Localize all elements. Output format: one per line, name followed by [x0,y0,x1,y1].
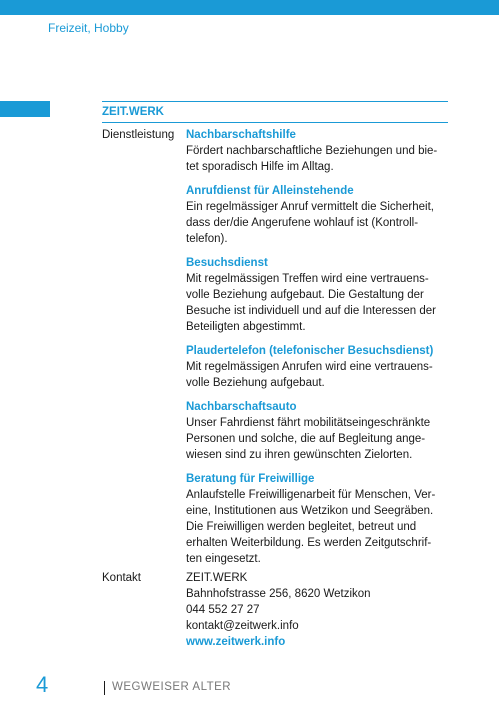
service-title: Besuchsdienst [186,257,268,269]
text-line: Die Freiwilligen werden begleitet, betreut und [186,521,417,533]
text-line: Mit regelmässigen Treffen wird eine vertrauens- [186,273,429,285]
service-description [186,271,448,335]
text-line: dass der/die Angerufene wohlauf ist (Kontroll- [186,217,419,229]
services-list [186,127,448,575]
text-line: Ein regelmässiger Anruf vermittelt die Sicherheit, [186,201,434,213]
text-line: Unser Fahrdienst fährt mobilitätseingeschränkte [186,417,431,429]
text-line: Mit regelmässigen Anrufen wird eine vertrauens- [186,361,433,373]
contact-website-link[interactable]: www.zeitwerk.info [186,636,286,648]
header-rule [0,14,499,15]
page-number: 4 [36,672,49,697]
service-description [186,359,448,391]
section-top-rule [102,101,448,102]
text-line: Beteiligten abgestimmt. [186,321,306,333]
service-description [186,415,448,463]
text-line: volle Beziehung aufgebaut. Die Gestaltung der [186,289,424,301]
service-title: Nachbarschaftsauto [186,401,297,413]
contact-address: Bahnhofstrasse 256, 8620 Wetzikon [186,588,371,600]
contact-label: Kontakt [102,572,141,584]
side-tab-marker [0,101,50,117]
section-title: ZEIT.WERK [102,106,164,118]
service-title: Beratung für Freiwillige [186,473,315,485]
text-line: volle Beziehung aufgebaut. [186,377,325,389]
service-title: Nachbarschaftshilfe [186,129,296,141]
text-line: telefon). [186,233,228,245]
section-bottom-rule [102,122,448,123]
service-item [186,399,448,463]
service-description [186,487,448,567]
service-description [186,199,448,247]
header-bar [0,0,499,14]
service-description [186,143,448,175]
publication-title: WEGWEISER ALTER [112,681,232,693]
contact-email[interactable]: kontakt@zeitwerk.info [186,620,299,632]
text-line: Fördert nachbarschaftliche Beziehungen und bie- [186,145,438,157]
service-item [186,343,448,391]
service-title: Plaudertelefon (telefonischer Besuchsdienst) [186,345,434,357]
text-line: Besuche ist individuell und auf die Interessen der [186,305,436,317]
footer-separator [104,681,105,695]
text-line: ten eingesetzt. [186,553,261,565]
service-item [186,471,448,567]
contact-phone: 044 552 27 27 [186,604,260,616]
text-line: wiesen sind zu ihren gewünschten Zielorten. [186,449,413,461]
text-line: Anlaufstelle Freiwilligenarbeit für Menschen, Ver- [186,489,436,501]
service-item [186,183,448,247]
contact-block [186,570,371,650]
text-line: tet sporadisch Hilfe im Alltag. [186,161,334,173]
service-item [186,127,448,175]
text-line: Personen und solche, die auf Begleitung ange- [186,433,426,445]
service-title: Anrufdienst für Alleinstehende [186,185,354,197]
text-line: erhalten Weiterbildung. Es werden Zeitgutschrif- [186,537,432,549]
service-label: Dienstleistung [102,129,175,141]
text-line: eine, Institutionen aus Wetzikon und Seegräben. [186,505,434,517]
category-label: Freizeit, Hobby [48,21,129,35]
contact-name: ZEIT.WERK [186,572,248,584]
service-item [186,255,448,335]
